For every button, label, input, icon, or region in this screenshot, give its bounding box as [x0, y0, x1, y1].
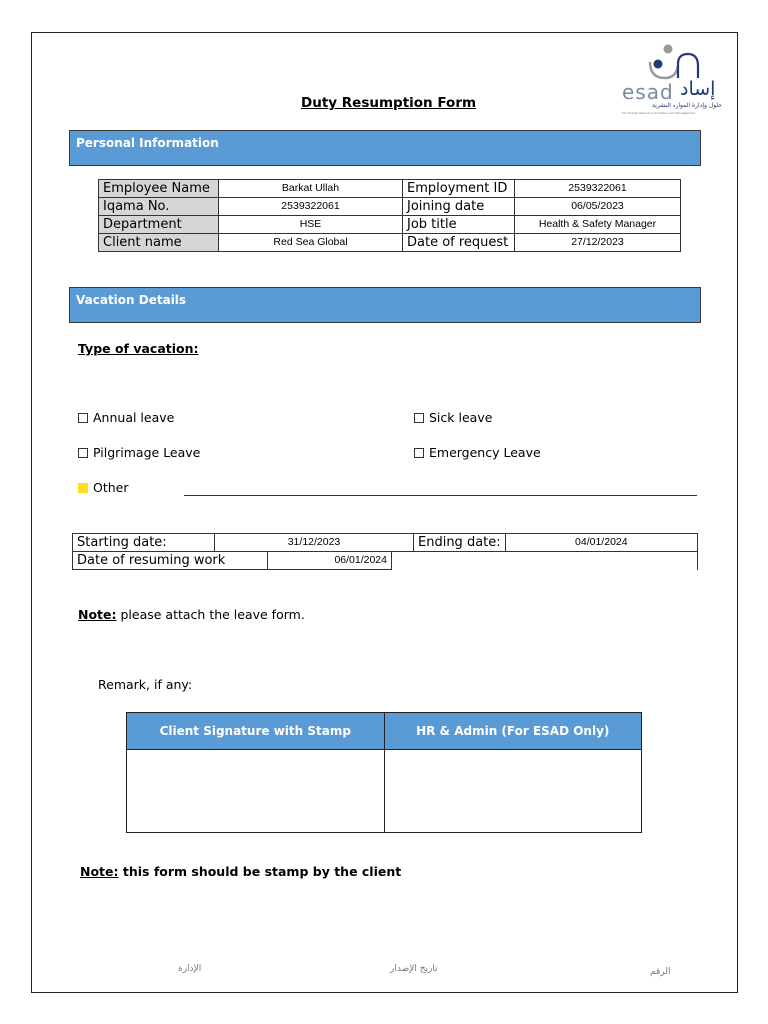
- client-name-label: Client name: [99, 234, 219, 252]
- table-row: [127, 750, 642, 833]
- table-row: [73, 552, 698, 570]
- note-label: Note:: [80, 864, 119, 879]
- logo-latin-text: esad: [622, 80, 674, 104]
- resume-date-value[interactable]: 06/01/2024: [268, 552, 392, 570]
- checkbox-icon[interactable]: [78, 413, 88, 423]
- note-label: Note:: [78, 607, 117, 622]
- table-row: [73, 534, 698, 552]
- date-of-request-label: Date of request: [403, 234, 515, 252]
- table-row: [99, 216, 681, 234]
- table-row: [127, 713, 642, 750]
- footer-administration: الإدارة: [178, 964, 202, 974]
- pilgrimage-leave-label: Pilgrimage Leave: [93, 445, 201, 460]
- attach-note: [78, 607, 305, 622]
- note-text: this form should be stamp by the client: [118, 864, 402, 879]
- employee-name-label: Employee Name: [99, 180, 219, 198]
- ending-date-label: Ending date:: [414, 534, 506, 552]
- annual-leave-label: Annual leave: [93, 410, 175, 425]
- resume-date-label: Date of resuming work: [73, 552, 268, 570]
- table-row: [99, 198, 681, 216]
- starting-date-label: Starting date:: [73, 534, 215, 552]
- logo-arabic-tagline: حلول وإدارة الموارد البشرية: [652, 102, 722, 109]
- vacation-type-label: Type of vacation:: [78, 341, 199, 356]
- emergency-leave-label: Emergency Leave: [429, 445, 541, 460]
- job-title-label: Job title: [403, 216, 515, 234]
- company-logo: [620, 40, 724, 120]
- form-page: [31, 32, 738, 993]
- employment-id-value[interactable]: 2539322061: [515, 180, 681, 198]
- vacation-dates-table: [72, 533, 698, 552]
- other-leave-input-line[interactable]: [184, 494, 697, 496]
- client-signature-box[interactable]: [127, 750, 385, 833]
- table-row: [99, 180, 681, 198]
- other-leave-option[interactable]: [78, 480, 129, 495]
- pilgrimage-leave-option[interactable]: [78, 445, 200, 460]
- employee-name-value[interactable]: Barkat Ullah: [219, 180, 403, 198]
- personal-info-table: [98, 179, 681, 252]
- vacation-details-header: [69, 287, 701, 323]
- annual-leave-option[interactable]: [78, 410, 174, 425]
- joining-date-value[interactable]: 06/05/2023: [515, 198, 681, 216]
- resume-date-spacer: [392, 552, 698, 570]
- employment-id-label: Employment ID: [403, 180, 515, 198]
- personal-info-title: Personal Information: [76, 136, 219, 150]
- signature-table: [126, 712, 642, 833]
- checkbox-icon[interactable]: [414, 448, 424, 458]
- logo-arabic-text: إساد: [680, 78, 716, 100]
- personal-info-header: [69, 130, 701, 166]
- joining-date-label: Joining date: [403, 198, 515, 216]
- client-signature-header: Client Signature with Stamp: [127, 713, 385, 750]
- iqama-value[interactable]: 2539322061: [219, 198, 403, 216]
- checkbox-icon[interactable]: [414, 413, 424, 423]
- resume-date-table: [72, 551, 698, 570]
- checkbox-icon[interactable]: [78, 448, 88, 458]
- footer-number: الرقم: [650, 967, 671, 977]
- starting-date-value[interactable]: 31/12/2023: [215, 534, 414, 552]
- client-name-value[interactable]: Red Sea Global: [219, 234, 403, 252]
- sick-leave-option[interactable]: [414, 410, 492, 425]
- hr-admin-header: HR & Admin (For ESAD Only): [384, 713, 642, 750]
- checkbox-selected-icon[interactable]: [78, 483, 88, 493]
- department-value[interactable]: HSE: [219, 216, 403, 234]
- iqama-label: Iqama No.: [99, 198, 219, 216]
- form-title: Duty Resumption Form: [301, 95, 477, 111]
- date-of-request-value[interactable]: 27/12/2023: [515, 234, 681, 252]
- sick-leave-label: Sick leave: [429, 410, 493, 425]
- hr-admin-signature-box[interactable]: [384, 750, 642, 833]
- note-text: please attach the leave form.: [116, 607, 305, 622]
- ending-date-value[interactable]: 04/01/2024: [505, 534, 697, 552]
- footer-issue-date: تاريخ الإصدار: [390, 964, 438, 974]
- remark-label: Remark, if any:: [98, 677, 193, 692]
- emergency-leave-option[interactable]: [414, 445, 541, 460]
- vacation-details-title: Vacation Details: [76, 293, 187, 307]
- table-row: [99, 234, 681, 252]
- other-leave-label: Other: [93, 480, 129, 495]
- stamp-note: [80, 864, 401, 879]
- logo-english-tagline: For Human Resource Solutions and Management: [622, 111, 696, 115]
- department-label: Department: [99, 216, 219, 234]
- job-title-value[interactable]: Health & Safety Manager: [515, 216, 681, 234]
